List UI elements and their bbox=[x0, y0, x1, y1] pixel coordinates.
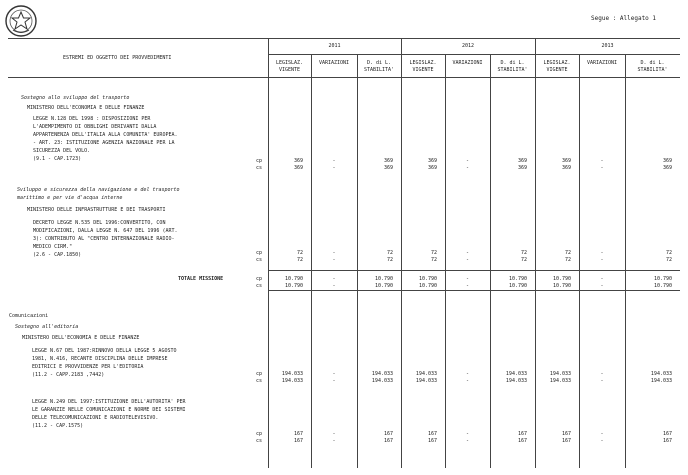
sub-column-header: VIGENTE bbox=[546, 67, 568, 73]
sub-column-header: STABILITA' bbox=[497, 67, 528, 73]
amount-cell: - bbox=[465, 283, 469, 289]
mission-title: Comunicazioni bbox=[9, 313, 49, 319]
provision-text-line: DELLE TELECOMUNICAZIONI E RADIOTELEVISIVO. bbox=[32, 415, 159, 421]
sub-column-header: STABILITA' bbox=[363, 67, 395, 73]
year-2013: 2013 bbox=[601, 43, 614, 49]
amount-cell: 10.790 bbox=[508, 283, 527, 289]
provision-text-line: 3): CONTRIBUTO AL "CENTRO INTERNAZIONALE RADIO- bbox=[33, 236, 175, 242]
sub-column-header: VARIAZIONI bbox=[452, 60, 483, 66]
amount-cell: - bbox=[332, 158, 336, 164]
amount-cell: 369 bbox=[662, 158, 672, 164]
amount-cell: - bbox=[332, 257, 336, 263]
amount-cell: 10.790 bbox=[552, 283, 571, 289]
amount-cell: 369 bbox=[517, 158, 527, 164]
amount-cell: - bbox=[600, 431, 604, 437]
year-2012: 2012 bbox=[461, 43, 475, 49]
provision-text-line: LEGGE N.128 DEL 1998 : DISPOSIZIONI PER bbox=[33, 116, 151, 122]
amount-cell: - bbox=[600, 438, 604, 444]
program-title: Sviluppo e sicurezza della navigazione e del trasporto bbox=[17, 187, 180, 193]
provision-text-line: (11.2 - CAPP.2183 ,7442) bbox=[32, 372, 105, 378]
row-code: cp bbox=[256, 371, 263, 377]
provision-text-line: (9.1 - CAP.1723) bbox=[33, 156, 82, 162]
amount-cell: - bbox=[600, 378, 604, 384]
amount-cell: 167 bbox=[383, 431, 393, 437]
amount-cell: - bbox=[600, 250, 604, 256]
amount-cell: - bbox=[465, 250, 469, 256]
row-code: cp bbox=[256, 158, 263, 164]
amount-cell: 72 bbox=[520, 257, 527, 263]
amount-cell: 72 bbox=[296, 250, 303, 256]
amount-cell: 369 bbox=[427, 158, 437, 164]
amount-cell: 167 bbox=[293, 431, 303, 437]
amount-cell: - bbox=[332, 165, 336, 171]
amount-cell: - bbox=[332, 250, 336, 256]
amount-cell: - bbox=[465, 431, 469, 437]
ministry-name: MINISTERO DELL'ECONOMIA E DELLE FINANZE bbox=[22, 335, 140, 341]
row-code: cs bbox=[256, 165, 263, 171]
row-code: cs bbox=[256, 378, 263, 384]
amount-cell: - bbox=[465, 378, 469, 384]
provision-text-line: LE GARANZIE NELLE COMUNICAZIONI E NORME DEI SISTEMI bbox=[32, 407, 186, 413]
amount-cell: 10.790 bbox=[418, 276, 437, 282]
sub-column-header: VIGENTE bbox=[278, 67, 301, 73]
amount-cell: - bbox=[465, 438, 469, 444]
amount-cell: - bbox=[332, 438, 336, 444]
total-label: TOTALE MISSIONE bbox=[178, 276, 224, 282]
sub-column-header: STABILITA' bbox=[637, 67, 668, 73]
amount-cell: 194.033 bbox=[281, 371, 303, 377]
amount-cell: - bbox=[332, 371, 336, 377]
provision-text-line: MODIFICAZIONI, DALLA LEGGE N. 647 DEL 1996 (ART. bbox=[33, 228, 178, 234]
amount-cell: 72 bbox=[386, 257, 393, 263]
amount-cell: 167 bbox=[293, 438, 303, 444]
amount-cell: 72 bbox=[520, 250, 527, 256]
amount-cell: 10.790 bbox=[653, 276, 672, 282]
row-code: cp bbox=[256, 431, 263, 437]
amount-cell: 167 bbox=[561, 438, 571, 444]
amount-cell: 10.790 bbox=[284, 283, 303, 289]
total-top-line bbox=[268, 270, 680, 271]
program-title-continued: marittimo e per vie d'acqua interne bbox=[17, 195, 123, 201]
amount-cell: 194.033 bbox=[371, 371, 393, 377]
amount-cell: 72 bbox=[430, 250, 437, 256]
row-code: cs bbox=[256, 257, 263, 263]
amount-cell: - bbox=[465, 276, 469, 282]
provision-text-line: LEGGE N.249 DEL 1997:ISTITUZIONE DELL'AUTORITA' PER bbox=[32, 399, 186, 405]
year-2011: 2011 bbox=[328, 43, 341, 49]
amount-cell: - bbox=[332, 378, 336, 384]
amount-cell: 194.033 bbox=[415, 378, 437, 384]
program-title: Sostegno all'editoria bbox=[15, 324, 79, 330]
amount-cell: - bbox=[600, 158, 604, 164]
provision-text-line: (11.2 - CAP.1575) bbox=[32, 423, 84, 429]
amount-cell: 167 bbox=[662, 431, 672, 437]
sub-column-header: D. di L. bbox=[366, 60, 392, 66]
amount-cell: - bbox=[332, 283, 336, 289]
amount-cell: - bbox=[600, 165, 604, 171]
provision-text-line: - ART. 23: ISTITUZIONE AGENZIA NAZIONALE PER LA bbox=[33, 140, 175, 146]
amount-cell: 167 bbox=[383, 438, 393, 444]
amount-cell: 369 bbox=[662, 165, 672, 171]
provision-text-line: 1981, N.416, RECANTE DISCIPLINA DELLE IMPRESE bbox=[32, 356, 168, 362]
amount-cell: - bbox=[600, 371, 604, 377]
amount-cell: 194.033 bbox=[650, 378, 672, 384]
amount-cell: - bbox=[465, 158, 469, 164]
amount-cell: 10.790 bbox=[653, 283, 672, 289]
amount-cell: - bbox=[465, 165, 469, 171]
provision-text-line: DECRETO LEGGE N.535 DEL 1996:CONVERTITO, CON bbox=[33, 220, 166, 226]
amount-cell: 194.033 bbox=[415, 371, 437, 377]
amount-cell: 10.790 bbox=[508, 276, 527, 282]
republic-emblem-logo bbox=[4, 4, 38, 38]
row-code: cs bbox=[256, 438, 263, 444]
provision-text-line: (2.6 - CAP.1850) bbox=[33, 252, 82, 258]
amount-cell: 72 bbox=[386, 250, 393, 256]
ministry-name: MINISTERO DELLE INFRASTRUTTURE E DEI TRASPORTI bbox=[27, 207, 166, 213]
provision-text-line: APPARTENENZA DELL'ITALIA ALLA COMUNITA' EUROPEA. bbox=[33, 132, 178, 138]
row-code: cp bbox=[256, 276, 263, 282]
amount-cell: 10.790 bbox=[374, 283, 393, 289]
amount-cell: 167 bbox=[427, 438, 437, 444]
sub-column-header: D. di L. bbox=[640, 60, 665, 66]
amount-cell: 194.033 bbox=[371, 378, 393, 384]
amount-cell: 369 bbox=[427, 165, 437, 171]
sub-column-header: LEGISLAZ. bbox=[409, 60, 437, 66]
sub-column-header: VARIAZIONI bbox=[318, 60, 350, 66]
sub-column-header: VARIAZIONI bbox=[586, 60, 618, 66]
row-code: cp bbox=[256, 250, 263, 256]
row-code: cs bbox=[256, 283, 263, 289]
amount-cell: 10.790 bbox=[374, 276, 393, 282]
provision-text-line: LEGGE N.67 DEL 1987:RINNOVO DELLA LEGGE 5 AGOSTO bbox=[32, 348, 177, 354]
amount-cell: - bbox=[332, 276, 336, 282]
amount-cell: 72 bbox=[665, 257, 672, 263]
amount-cell: 10.790 bbox=[552, 276, 571, 282]
sub-column-header: VIGENTE bbox=[412, 67, 434, 73]
table-top-border bbox=[8, 38, 680, 39]
amount-cell: 167 bbox=[662, 438, 672, 444]
amount-cell: 167 bbox=[517, 438, 527, 444]
amount-cell: 369 bbox=[293, 158, 303, 164]
sub-column-header: D. di L. bbox=[500, 60, 525, 66]
provision-text-line: L'ADEMPIMENTO DI OBBLIGHI DERIVANTI DALLA bbox=[33, 124, 157, 130]
amount-cell: 72 bbox=[430, 257, 437, 263]
amount-cell: 72 bbox=[564, 250, 571, 256]
amount-cell: 167 bbox=[517, 431, 527, 437]
amount-cell: 194.033 bbox=[549, 378, 571, 384]
amount-cell: - bbox=[600, 276, 604, 282]
amount-cell: 10.790 bbox=[418, 283, 437, 289]
amount-cell: - bbox=[465, 257, 469, 263]
ministry-name: MINISTERO DELL'ECONOMIA E DELLE FINANZE bbox=[27, 105, 145, 111]
amount-cell: 369 bbox=[383, 165, 393, 171]
amount-cell: 72 bbox=[665, 250, 672, 256]
provision-text-line: EDITRICI E PROVVIDENZE PER L'EDITORIA bbox=[32, 364, 144, 370]
amount-cell: 72 bbox=[564, 257, 571, 263]
program-title: Sostegno allo sviluppo del trasporto bbox=[21, 95, 130, 101]
amount-cell: - bbox=[465, 371, 469, 377]
year-header-divider bbox=[268, 54, 680, 55]
amount-cell: 369 bbox=[561, 165, 571, 171]
amount-cell: 194.033 bbox=[549, 371, 571, 377]
page-label: Segue : Allegato 1 bbox=[591, 15, 657, 22]
amount-cell: 194.033 bbox=[505, 371, 527, 377]
amount-cell: 167 bbox=[427, 431, 437, 437]
total-bottom-line bbox=[268, 290, 680, 291]
amount-cell: - bbox=[600, 257, 604, 263]
amount-cell: 194.033 bbox=[650, 371, 672, 377]
amount-cell: 369 bbox=[517, 165, 527, 171]
amount-cell: 369 bbox=[561, 158, 571, 164]
sub-column-header: LEGISLAZ. bbox=[543, 60, 571, 66]
provision-text-line: MEDICO CIRM." bbox=[33, 244, 73, 250]
amount-cell: 72 bbox=[296, 257, 303, 263]
sub-column-header: LEGISLAZ. bbox=[275, 60, 304, 66]
amount-cell: 10.790 bbox=[284, 276, 303, 282]
amount-cell: 194.033 bbox=[505, 378, 527, 384]
amount-cell: 167 bbox=[561, 431, 571, 437]
amount-cell: 194.033 bbox=[281, 378, 303, 384]
provision-text-line: SICUREZZA DEL VOLO. bbox=[33, 148, 91, 154]
amount-cell: - bbox=[332, 431, 336, 437]
amount-cell: 369 bbox=[383, 158, 393, 164]
left-column-title: ESTREMI ED OGGETTO DEI PROVVEDIMENTI bbox=[63, 55, 172, 61]
amount-cell: - bbox=[600, 283, 604, 289]
amount-cell: 369 bbox=[293, 165, 303, 171]
